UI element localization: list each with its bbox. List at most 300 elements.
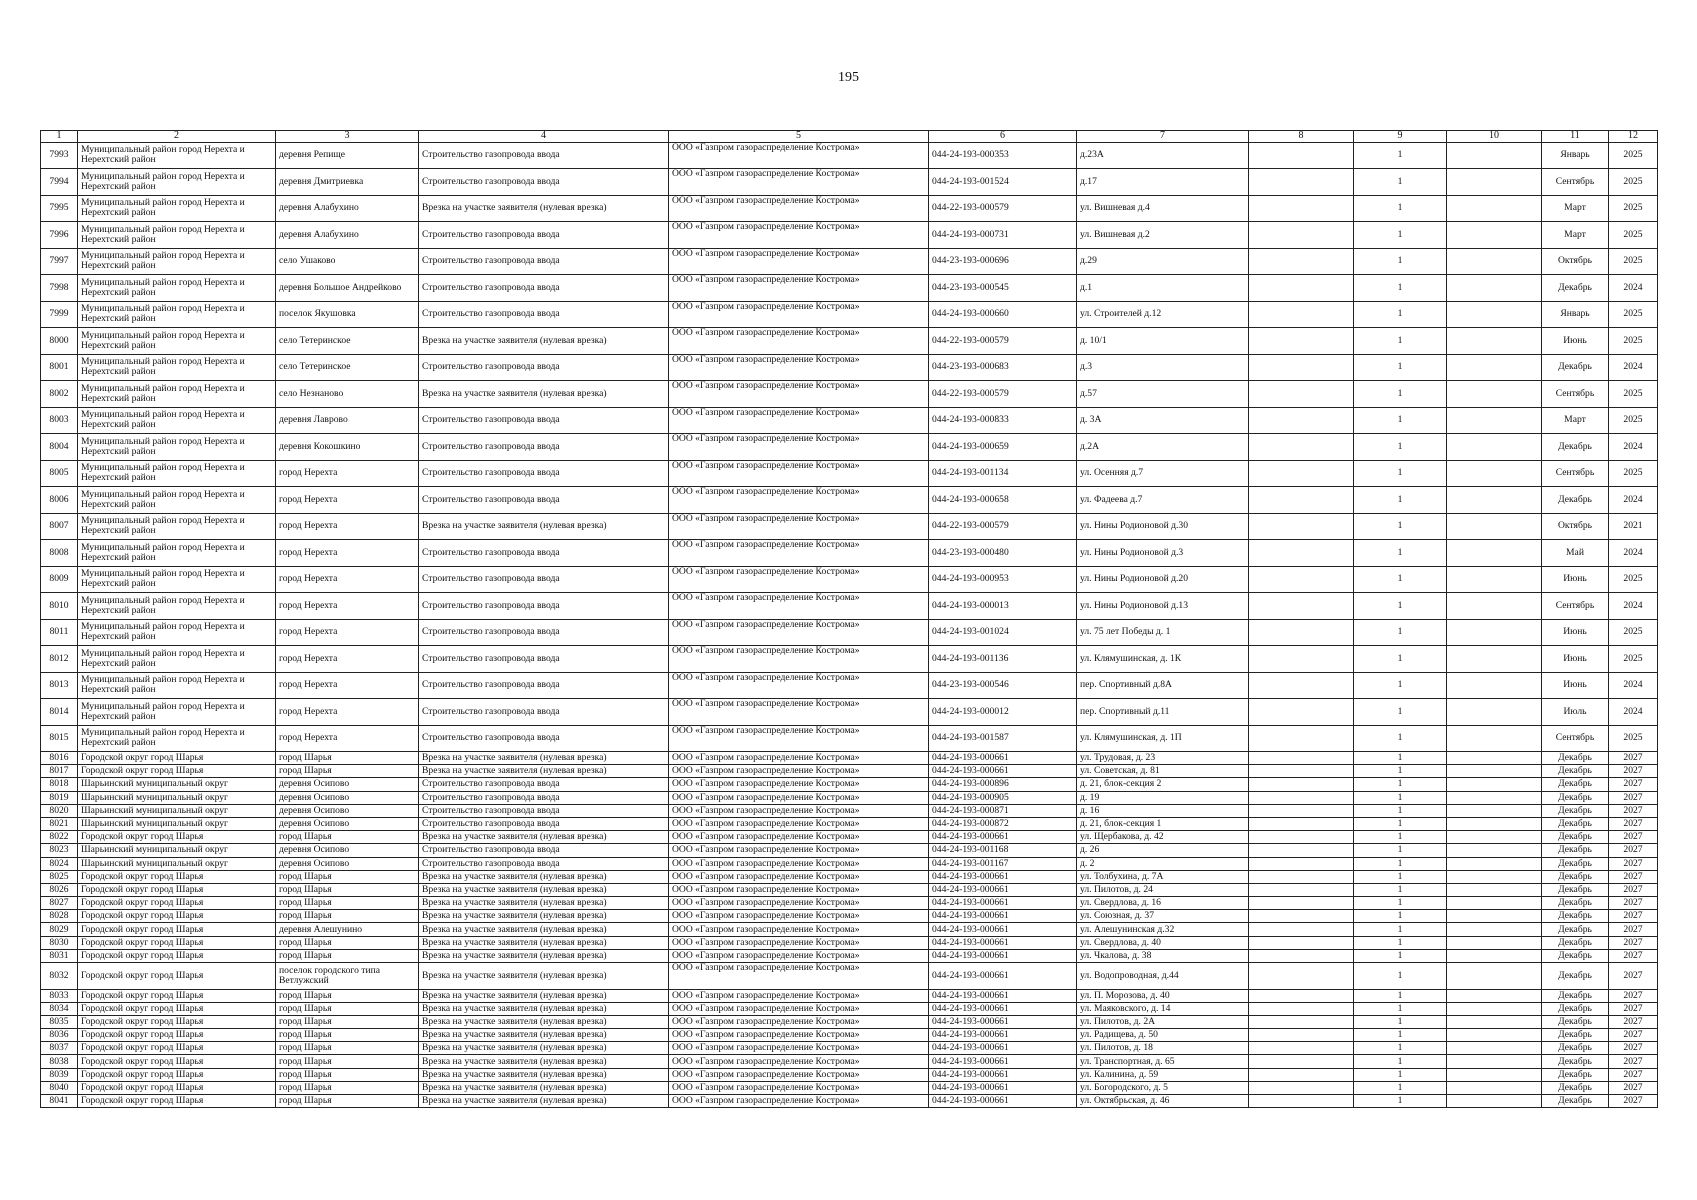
cell-work-type: Строительство газопровода ввода: [419, 354, 669, 381]
cell-municipality: Городской округ город Шарья: [78, 1095, 276, 1108]
cell-year: 2024: [1609, 275, 1658, 302]
cell-row-number: 8032: [41, 963, 78, 990]
cell-month: Июнь: [1542, 646, 1609, 673]
cell-work-type: Строительство газопровода ввода: [419, 593, 669, 620]
cell-col-10: [1447, 142, 1542, 169]
cell-code: 044-24-193-000661: [929, 1002, 1077, 1015]
cell-col-10: [1447, 1029, 1542, 1042]
cell-quantity: 1: [1354, 619, 1447, 646]
cell-row-number: 8030: [41, 936, 78, 949]
cell-work-type: Строительство газопровода ввода: [419, 487, 669, 514]
cell-code: 044-24-193-000871: [929, 804, 1077, 817]
cell-address: ул. Толбухина, д. 7А: [1077, 870, 1249, 883]
cell-year: 2024: [1609, 354, 1658, 381]
cell-month: Июнь: [1542, 672, 1609, 699]
cell-address: ул. 75 лет Победы д. 1: [1077, 619, 1249, 646]
cell-row-number: 8005: [41, 460, 78, 487]
cell-address: д.3: [1077, 354, 1249, 381]
cell-address: ул. Водопроводная, д.44: [1077, 963, 1249, 990]
cell-col-8: [1249, 791, 1354, 804]
table-row: [41, 672, 1658, 699]
cell-quantity: 1: [1354, 275, 1447, 302]
cell-organization: ООО «Газпром газораспределение Кострома»: [669, 169, 929, 196]
cell-code: 044-24-193-000661: [929, 1015, 1077, 1028]
cell-address: ул. Радищева, д. 50: [1077, 1029, 1249, 1042]
table-row: [41, 923, 1658, 936]
cell-year: 2027: [1609, 817, 1658, 830]
cell-col-8: [1249, 897, 1354, 910]
cell-col-10: [1447, 897, 1542, 910]
cell-col-8: [1249, 989, 1354, 1002]
cell-year: 2027: [1609, 1042, 1658, 1055]
cell-organization: ООО «Газпром газораспределение Кострома»: [669, 1055, 929, 1068]
cell-col-8: [1249, 354, 1354, 381]
cell-work-type: Строительство газопровода ввода: [419, 248, 669, 275]
cell-address: д.17: [1077, 169, 1249, 196]
cell-organization: ООО «Газпром газораспределение Кострома»: [669, 619, 929, 646]
cell-settlement: город Нерехта: [276, 513, 419, 540]
cell-col-8: [1249, 566, 1354, 593]
cell-municipality: Муниципальный район город Нерехта и Нерехтский район: [78, 566, 276, 593]
cell-col-10: [1447, 513, 1542, 540]
cell-col-10: [1447, 646, 1542, 673]
cell-work-type: Врезка на участке заявителя (нулевая врезка): [419, 897, 669, 910]
cell-col-10: [1447, 248, 1542, 275]
cell-month: Декабрь: [1542, 275, 1609, 302]
cell-row-number: 8037: [41, 1042, 78, 1055]
cell-code: 044-24-193-000731: [929, 222, 1077, 249]
cell-quantity: 1: [1354, 752, 1447, 765]
table-row: [41, 407, 1658, 434]
cell-year: 2027: [1609, 1081, 1658, 1094]
cell-settlement: город Шарья: [276, 1095, 419, 1108]
cell-organization: ООО «Газпром газораспределение Кострома»: [669, 381, 929, 408]
cell-address: ул. Пилотов, д. 2А: [1077, 1015, 1249, 1028]
cell-month: Декабрь: [1542, 1095, 1609, 1108]
cell-work-type: Строительство газопровода ввода: [419, 540, 669, 567]
cell-address: ул. Трудовая, д. 23: [1077, 752, 1249, 765]
cell-col-8: [1249, 248, 1354, 275]
table-row: [41, 434, 1658, 461]
cell-col-8: [1249, 434, 1354, 461]
cell-organization: ООО «Газпром газораспределение Кострома»: [669, 910, 929, 923]
cell-work-type: Строительство газопровода ввода: [419, 434, 669, 461]
cell-col-8: [1249, 1029, 1354, 1042]
cell-settlement: деревня Осипово: [276, 804, 419, 817]
cell-settlement: город Нерехта: [276, 619, 419, 646]
table-row: [41, 936, 1658, 949]
cell-col-8: [1249, 844, 1354, 857]
cell-code: 044-24-193-001587: [929, 725, 1077, 752]
cell-municipality: Муниципальный район город Нерехта и Нерехтский район: [78, 248, 276, 275]
cell-address: д.2А: [1077, 434, 1249, 461]
cell-work-type: Строительство газопровода ввода: [419, 619, 669, 646]
cell-work-type: Врезка на участке заявителя (нулевая врезка): [419, 989, 669, 1002]
cell-month: Май: [1542, 540, 1609, 567]
cell-col-8: [1249, 513, 1354, 540]
cell-municipality: Муниципальный район город Нерехта и Нерехтский район: [78, 593, 276, 620]
cell-row-number: 8033: [41, 989, 78, 1002]
cell-work-type: Строительство газопровода ввода: [419, 301, 669, 328]
cell-year: 2027: [1609, 752, 1658, 765]
cell-settlement: город Нерехта: [276, 725, 419, 752]
cell-municipality: Муниципальный район город Нерехта и Нерехтский район: [78, 381, 276, 408]
cell-quantity: 1: [1354, 699, 1447, 726]
cell-col-8: [1249, 831, 1354, 844]
cell-col-10: [1447, 540, 1542, 567]
cell-settlement: деревня Осипово: [276, 817, 419, 830]
cell-code: 044-24-193-000661: [929, 923, 1077, 936]
cell-month: Июнь: [1542, 566, 1609, 593]
cell-settlement: город Шарья: [276, 897, 419, 910]
cell-work-type: Строительство газопровода ввода: [419, 804, 669, 817]
cell-organization: ООО «Газпром газораспределение Кострома»: [669, 765, 929, 778]
cell-year: 2027: [1609, 1002, 1658, 1015]
cell-quantity: 1: [1354, 1081, 1447, 1094]
cell-col-8: [1249, 672, 1354, 699]
cell-col-10: [1447, 844, 1542, 857]
cell-month: Март: [1542, 195, 1609, 222]
cell-settlement: поселок городского типа Ветлужский: [276, 963, 419, 990]
table-row: [41, 883, 1658, 896]
cell-col-8: [1249, 857, 1354, 870]
cell-year: 2027: [1609, 1055, 1658, 1068]
cell-month: Декабрь: [1542, 791, 1609, 804]
cell-organization: ООО «Газпром газораспределение Кострома»: [669, 923, 929, 936]
table-row: [41, 1002, 1658, 1015]
cell-address: ул. Транспортная, д. 65: [1077, 1055, 1249, 1068]
cell-col-10: [1447, 1015, 1542, 1028]
cell-quantity: 1: [1354, 142, 1447, 169]
cell-organization: ООО «Газпром газораспределение Кострома»: [669, 1081, 929, 1094]
cell-col-8: [1249, 301, 1354, 328]
cell-settlement: город Шарья: [276, 1029, 419, 1042]
cell-municipality: Городской округ город Шарья: [78, 1042, 276, 1055]
cell-organization: ООО «Газпром газораспределение Кострома»: [669, 1042, 929, 1055]
cell-municipality: Муниципальный район город Нерехта и Нерехтский район: [78, 540, 276, 567]
cell-col-10: [1447, 460, 1542, 487]
table-row: [41, 222, 1658, 249]
cell-municipality: Городской округ город Шарья: [78, 883, 276, 896]
cell-address: д. 26: [1077, 844, 1249, 857]
cell-month: Декабрь: [1542, 857, 1609, 870]
cell-settlement: город Шарья: [276, 1081, 419, 1094]
cell-settlement: город Шарья: [276, 765, 419, 778]
cell-work-type: Строительство газопровода ввода: [419, 169, 669, 196]
table-row: [41, 354, 1658, 381]
table-row: [41, 1015, 1658, 1028]
cell-code: 044-24-193-000660: [929, 301, 1077, 328]
cell-work-type: Строительство газопровода ввода: [419, 791, 669, 804]
cell-row-number: 8023: [41, 844, 78, 857]
cell-quantity: 1: [1354, 248, 1447, 275]
cell-municipality: Муниципальный район город Нерехта и Нерехтский район: [78, 222, 276, 249]
cell-row-number: 8017: [41, 765, 78, 778]
cell-work-type: Строительство газопровода ввода: [419, 275, 669, 302]
cell-municipality: Муниципальный район город Нерехта и Нерехтский район: [78, 619, 276, 646]
cell-col-8: [1249, 1002, 1354, 1015]
cell-row-number: 8034: [41, 1002, 78, 1015]
cell-row-number: 8012: [41, 646, 78, 673]
cell-month: Июнь: [1542, 328, 1609, 355]
cell-quantity: 1: [1354, 897, 1447, 910]
cell-address: ул. Советская, д. 81: [1077, 765, 1249, 778]
cell-work-type: Врезка на участке заявителя (нулевая врезка): [419, 870, 669, 883]
cell-municipality: Городской округ город Шарья: [78, 936, 276, 949]
cell-work-type: Строительство газопровода ввода: [419, 817, 669, 830]
cell-address: ул. Щербакова, д. 42: [1077, 831, 1249, 844]
cell-month: Декабрь: [1542, 804, 1609, 817]
cell-settlement: деревня Большое Андрейково: [276, 275, 419, 302]
cell-quantity: 1: [1354, 169, 1447, 196]
column-header: 6: [929, 131, 1077, 143]
column-header: 9: [1354, 131, 1447, 143]
cell-quantity: 1: [1354, 328, 1447, 355]
cell-settlement: село Тетеринское: [276, 328, 419, 355]
cell-settlement: город Шарья: [276, 1042, 419, 1055]
cell-col-8: [1249, 817, 1354, 830]
cell-address: ул. Пилотов, д. 24: [1077, 883, 1249, 896]
cell-year: 2027: [1609, 963, 1658, 990]
cell-row-number: 8022: [41, 831, 78, 844]
cell-col-10: [1447, 222, 1542, 249]
cell-municipality: Городской округ город Шарья: [78, 1055, 276, 1068]
cell-settlement: деревня Репище: [276, 142, 419, 169]
cell-address: ул. Маяковского, д. 14: [1077, 1002, 1249, 1015]
cell-year: 2027: [1609, 989, 1658, 1002]
cell-address: ул. Октябрьская, д. 46: [1077, 1095, 1249, 1108]
cell-code: 044-24-193-001167: [929, 857, 1077, 870]
cell-code: 044-24-193-000661: [929, 752, 1077, 765]
cell-code: 044-24-193-000661: [929, 897, 1077, 910]
cell-address: д. 10/1: [1077, 328, 1249, 355]
cell-col-8: [1249, 949, 1354, 962]
cell-row-number: 8000: [41, 328, 78, 355]
cell-municipality: Городской округ город Шарья: [78, 870, 276, 883]
cell-organization: ООО «Газпром газораспределение Кострома»: [669, 1002, 929, 1015]
table-row: [41, 857, 1658, 870]
cell-quantity: 1: [1354, 301, 1447, 328]
table-row: [41, 765, 1658, 778]
table-row: [41, 646, 1658, 673]
cell-col-10: [1447, 1095, 1542, 1108]
cell-organization: ООО «Газпром газораспределение Кострома»: [669, 354, 929, 381]
cell-code: 044-24-193-001168: [929, 844, 1077, 857]
table-row: [41, 1029, 1658, 1042]
table-row: [41, 301, 1658, 328]
cell-municipality: Городской округ город Шарья: [78, 1081, 276, 1094]
table-row: [41, 540, 1658, 567]
cell-work-type: Врезка на участке заявителя (нулевая врезка): [419, 752, 669, 765]
cell-work-type: Строительство газопровода ввода: [419, 725, 669, 752]
cell-col-10: [1447, 963, 1542, 990]
cell-year: 2024: [1609, 593, 1658, 620]
cell-municipality: Муниципальный район город Нерехта и Нерехтский район: [78, 142, 276, 169]
cell-address: ул. Калинина, д. 59: [1077, 1068, 1249, 1081]
cell-settlement: город Шарья: [276, 936, 419, 949]
cell-municipality: Шарьинский муниципальный округ: [78, 778, 276, 791]
table-row: [41, 725, 1658, 752]
cell-row-number: 7997: [41, 248, 78, 275]
cell-row-number: 8004: [41, 434, 78, 461]
cell-organization: ООО «Газпром газораспределение Кострома»: [669, 831, 929, 844]
cell-year: 2025: [1609, 195, 1658, 222]
cell-col-10: [1447, 487, 1542, 514]
cell-month: Декабрь: [1542, 765, 1609, 778]
cell-row-number: 8016: [41, 752, 78, 765]
cell-settlement: поселок Якушовка: [276, 301, 419, 328]
cell-col-10: [1447, 169, 1542, 196]
cell-code: 044-24-193-000896: [929, 778, 1077, 791]
cell-col-10: [1447, 195, 1542, 222]
cell-settlement: город Шарья: [276, 1068, 419, 1081]
cell-quantity: 1: [1354, 460, 1447, 487]
cell-settlement: деревня Осипово: [276, 778, 419, 791]
table-row: [41, 870, 1658, 883]
page-number: 195: [838, 70, 859, 85]
cell-year: 2027: [1609, 870, 1658, 883]
cell-year: 2025: [1609, 328, 1658, 355]
header-row: [41, 131, 1658, 143]
cell-col-10: [1447, 765, 1542, 778]
cell-organization: ООО «Газпром газораспределение Кострома»: [669, 1095, 929, 1108]
column-header: 2: [78, 131, 276, 143]
cell-year: 2025: [1609, 619, 1658, 646]
cell-address: ул. Богородского, д. 5: [1077, 1081, 1249, 1094]
cell-col-8: [1249, 699, 1354, 726]
cell-settlement: город Шарья: [276, 883, 419, 896]
cell-settlement: село Ушаково: [276, 248, 419, 275]
cell-work-type: Строительство газопровода ввода: [419, 222, 669, 249]
cell-code: 044-24-193-000833: [929, 407, 1077, 434]
cell-row-number: 8025: [41, 870, 78, 883]
cell-month: Октябрь: [1542, 248, 1609, 275]
column-header: 8: [1249, 131, 1354, 143]
cell-month: Декабрь: [1542, 989, 1609, 1002]
cell-municipality: Муниципальный район город Нерехта и Нерехтский район: [78, 460, 276, 487]
cell-row-number: 8001: [41, 354, 78, 381]
cell-row-number: 8040: [41, 1081, 78, 1094]
cell-settlement: город Шарья: [276, 949, 419, 962]
cell-settlement: город Нерехта: [276, 646, 419, 673]
cell-month: Сентябрь: [1542, 725, 1609, 752]
cell-organization: ООО «Газпром газораспределение Кострома»: [669, 301, 929, 328]
cell-quantity: 1: [1354, 407, 1447, 434]
cell-organization: ООО «Газпром газораспределение Кострома»: [669, 844, 929, 857]
cell-col-8: [1249, 1042, 1354, 1055]
cell-col-8: [1249, 460, 1354, 487]
table-row: [41, 804, 1658, 817]
cell-work-type: Строительство газопровода ввода: [419, 646, 669, 673]
cell-municipality: Муниципальный район город Нерехта и Нерехтский район: [78, 354, 276, 381]
cell-quantity: 1: [1354, 936, 1447, 949]
cell-col-8: [1249, 1015, 1354, 1028]
column-header: 3: [276, 131, 419, 143]
cell-month: Октябрь: [1542, 513, 1609, 540]
cell-address: ул. Осенняя д.7: [1077, 460, 1249, 487]
cell-row-number: 7994: [41, 169, 78, 196]
cell-quantity: 1: [1354, 646, 1447, 673]
cell-work-type: Строительство газопровода ввода: [419, 460, 669, 487]
cell-work-type: Строительство газопровода ввода: [419, 407, 669, 434]
cell-work-type: Врезка на участке заявителя (нулевая врезка): [419, 883, 669, 896]
cell-quantity: 1: [1354, 672, 1447, 699]
cell-month: Декабрь: [1542, 487, 1609, 514]
cell-row-number: 8028: [41, 910, 78, 923]
cell-code: 044-24-193-000661: [929, 936, 1077, 949]
cell-code: 044-24-193-000661: [929, 989, 1077, 1002]
cell-col-10: [1447, 923, 1542, 936]
cell-code: 044-24-193-000012: [929, 699, 1077, 726]
cell-municipality: Шарьинский муниципальный округ: [78, 844, 276, 857]
cell-settlement: деревня Дмитриевка: [276, 169, 419, 196]
cell-month: Январь: [1542, 301, 1609, 328]
cell-row-number: 8008: [41, 540, 78, 567]
cell-year: 2024: [1609, 699, 1658, 726]
cell-settlement: деревня Алешунино: [276, 923, 419, 936]
cell-organization: ООО «Газпром газораспределение Кострома»: [669, 949, 929, 962]
cell-municipality: Городской округ город Шарья: [78, 897, 276, 910]
cell-municipality: Муниципальный район город Нерехта и Нерехтский район: [78, 301, 276, 328]
cell-settlement: город Нерехта: [276, 699, 419, 726]
cell-year: 2025: [1609, 566, 1658, 593]
cell-code: 044-24-193-000661: [929, 870, 1077, 883]
cell-code: 044-22-193-000579: [929, 328, 1077, 355]
cell-quantity: 1: [1354, 1055, 1447, 1068]
cell-year: 2027: [1609, 765, 1658, 778]
cell-work-type: Врезка на участке заявителя (нулевая врезка): [419, 195, 669, 222]
cell-code: 044-24-193-000905: [929, 791, 1077, 804]
cell-code: 044-24-193-000661: [929, 1068, 1077, 1081]
cell-quantity: 1: [1354, 870, 1447, 883]
cell-month: Декабрь: [1542, 1042, 1609, 1055]
cell-year: 2027: [1609, 857, 1658, 870]
cell-organization: ООО «Газпром газораспределение Кострома»: [669, 989, 929, 1002]
cell-settlement: город Шарья: [276, 1015, 419, 1028]
cell-organization: ООО «Газпром газораспределение Кострома»: [669, 699, 929, 726]
cell-work-type: Врезка на участке заявителя (нулевая врезка): [419, 1015, 669, 1028]
cell-municipality: Городской округ город Шарья: [78, 1068, 276, 1081]
cell-work-type: Врезка на участке заявителя (нулевая врезка): [419, 1055, 669, 1068]
cell-col-8: [1249, 870, 1354, 883]
cell-work-type: Строительство газопровода ввода: [419, 142, 669, 169]
cell-code: 044-24-193-000659: [929, 434, 1077, 461]
cell-work-type: Врезка на участке заявителя (нулевая врезка): [419, 513, 669, 540]
cell-year: 2027: [1609, 923, 1658, 936]
cell-col-8: [1249, 142, 1354, 169]
cell-month: Июль: [1542, 699, 1609, 726]
cell-row-number: 8035: [41, 1015, 78, 1028]
cell-municipality: Городской округ город Шарья: [78, 949, 276, 962]
cell-address: пер. Спортивный д.8А: [1077, 672, 1249, 699]
cell-col-8: [1249, 883, 1354, 896]
cell-settlement: город Шарья: [276, 752, 419, 765]
cell-col-8: [1249, 381, 1354, 408]
cell-code: 044-24-193-000661: [929, 883, 1077, 896]
table-row: [41, 699, 1658, 726]
cell-address: ул. Фадеева д.7: [1077, 487, 1249, 514]
cell-col-8: [1249, 195, 1354, 222]
cell-row-number: 8041: [41, 1095, 78, 1108]
table-row: [41, 897, 1658, 910]
cell-organization: ООО «Газпром газораспределение Кострома»: [669, 857, 929, 870]
cell-row-number: 8013: [41, 672, 78, 699]
cell-municipality: Муниципальный район город Нерехта и Нерехтский район: [78, 672, 276, 699]
cell-organization: ООО «Газпром газораспределение Кострома»: [669, 1029, 929, 1042]
cell-code: 044-23-193-000696: [929, 248, 1077, 275]
cell-row-number: 8029: [41, 923, 78, 936]
cell-work-type: Строительство газопровода ввода: [419, 699, 669, 726]
